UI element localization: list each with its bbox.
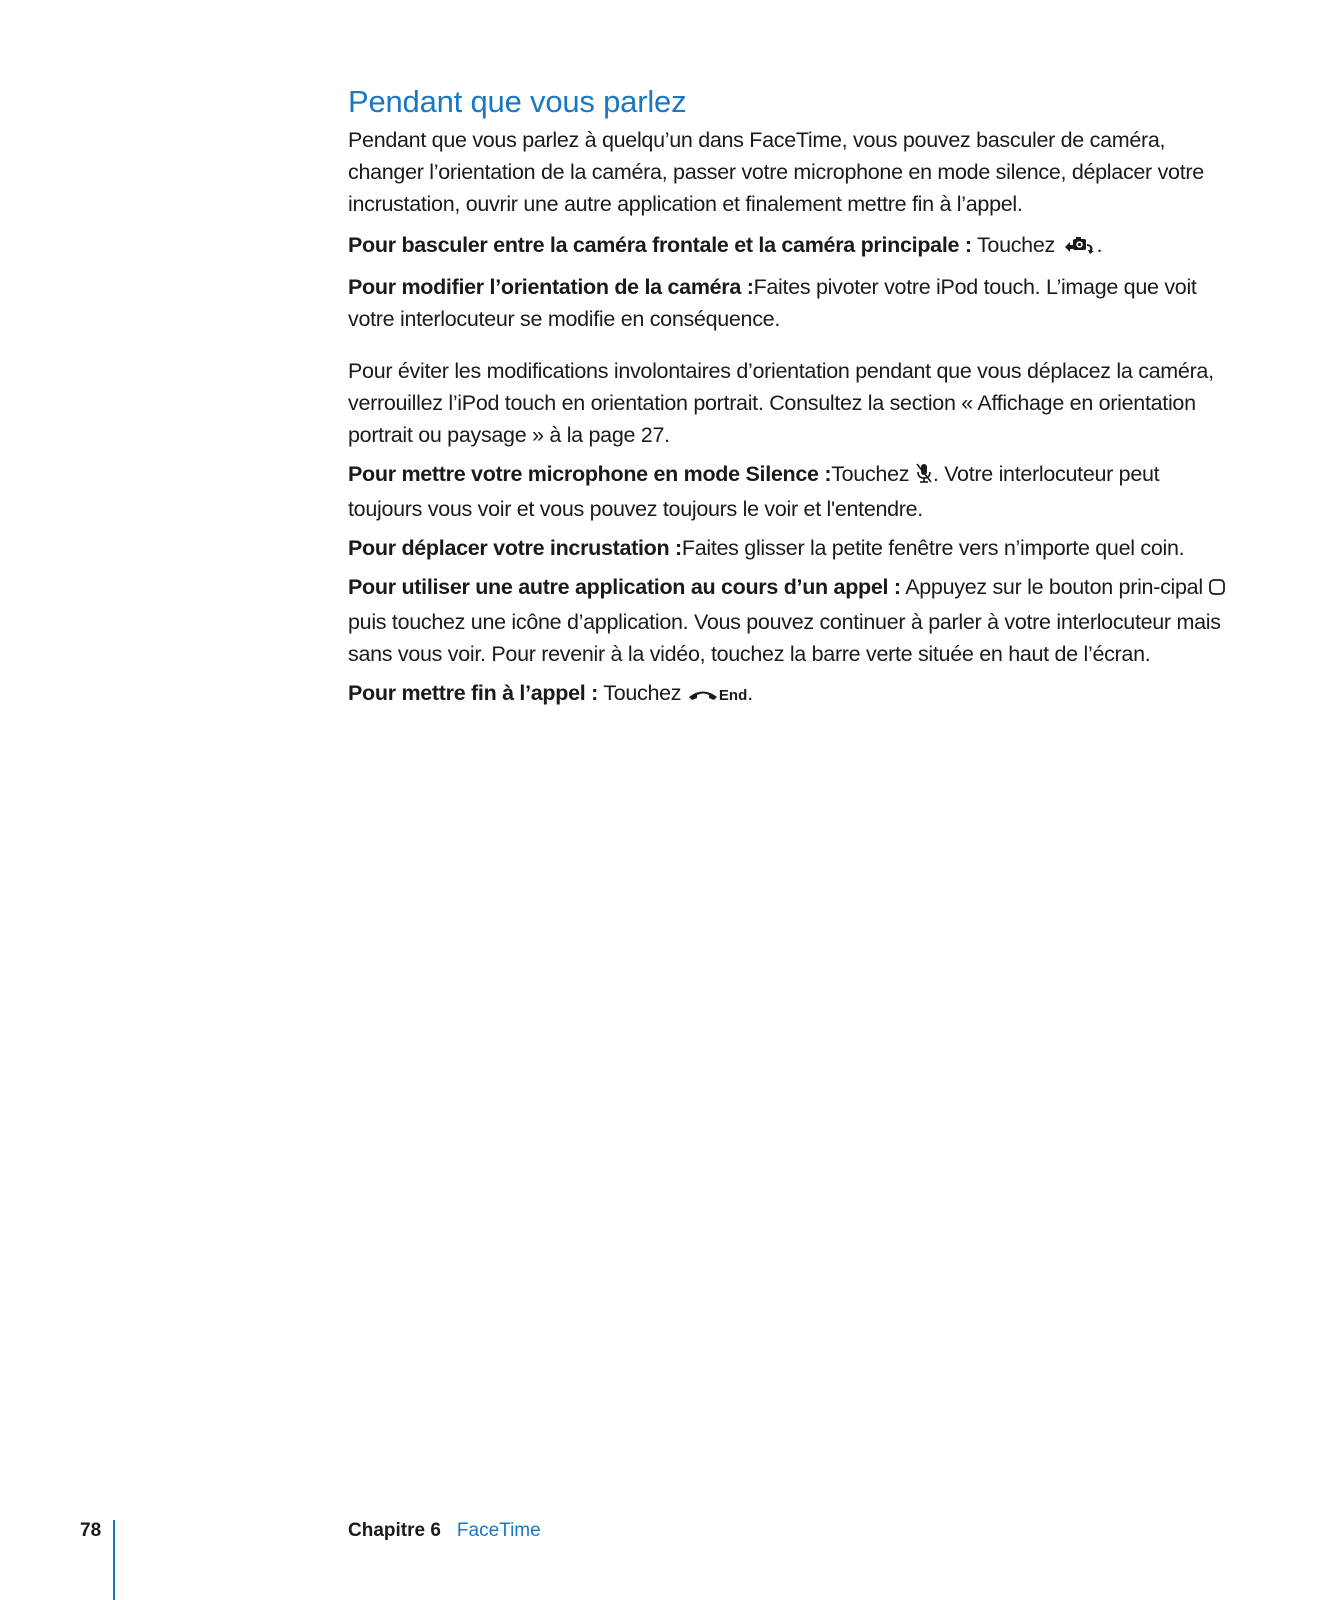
instruction-text: Faites glisser la petite fenêtre vers n’importe quel coin. (681, 536, 1185, 560)
instruction-lead: Pour déplacer votre incrustation : (348, 536, 682, 560)
instruction-text: Appuyez sur le bouton prin-cipal (900, 575, 1209, 599)
instruction-text-after: . Votre interlocuteur peut toujours vous voir et vous pouvez toujours le voir et l'entendre. (348, 462, 1160, 521)
instruction-lead: Pour mettre votre microphone en mode Silence : (348, 462, 832, 486)
intro-paragraph: Pendant que vous parlez à quelqu’un dans FaceTime, vous pouvez basculer de caméra, changer l’orientation de la caméra, passer votre microphone en mode silence, déplacer votre incrustation, ouvrir une autre application et finalement mettre fin à l’appel. (348, 128, 1204, 216)
section-title: Pendant que vous parlez (348, 84, 687, 119)
end-call-icon (687, 680, 719, 712)
chapter-name: FaceTime (456, 1520, 541, 1541)
orientation-note: Pour éviter les modifications involontaires d’orientation pendant que vous déplacez la caméra, verrouillez l’iPod touch en orientation portrait. Consultez la section « Affichage en orientation portrait ou paysage » à la page 27. (348, 359, 1214, 447)
instruction-text: Faites pivoter votre iPod touch. L’image que voit votre interlocuteur se modifie en conséquence. (348, 275, 1197, 331)
instruction-text: Touchez (597, 681, 687, 705)
instruction-text-after: puis touchez une icône d’application. Vous pouvez continuer à parler à votre interlocuteur mais sans vous voir. Pour revenir à la vidéo, touchez la barre verte située en haut de l’écran. (348, 610, 1221, 666)
page-number: 78 (80, 1520, 102, 1541)
end-label: End (718, 687, 748, 704)
camera-switch-icon (1061, 232, 1097, 264)
instruction-text-after: . (747, 681, 753, 705)
instruction-lead: Pour mettre fin à l’appel : (348, 681, 598, 705)
instruction-lead: Pour basculer entre la caméra frontale et la caméra principale : (348, 233, 972, 257)
switch-camera-instruction (348, 229, 1228, 264)
chapter-label: Chapitre 6 (348, 1520, 441, 1541)
other-app-instruction (348, 571, 1228, 670)
running-footer (348, 1520, 541, 1542)
instruction-lead: Pour utiliser une autre application au cours d’un appel : (348, 575, 901, 599)
end-call-instruction (348, 677, 1228, 712)
page-divider (113, 1520, 115, 1600)
orientation-instruction (348, 271, 1228, 335)
instruction-lead: Pour modifier l’orientation de la caméra : (348, 275, 754, 299)
page-content (348, 82, 1228, 719)
instruction-text-after: . (1096, 233, 1103, 257)
move-pip-instruction (348, 532, 1228, 564)
instruction-text: Touchez (831, 462, 915, 486)
mute-microphone-icon (915, 461, 933, 493)
instruction-text: Touchez (971, 233, 1061, 257)
home-button-icon (1208, 574, 1226, 606)
mute-instruction (348, 458, 1228, 525)
